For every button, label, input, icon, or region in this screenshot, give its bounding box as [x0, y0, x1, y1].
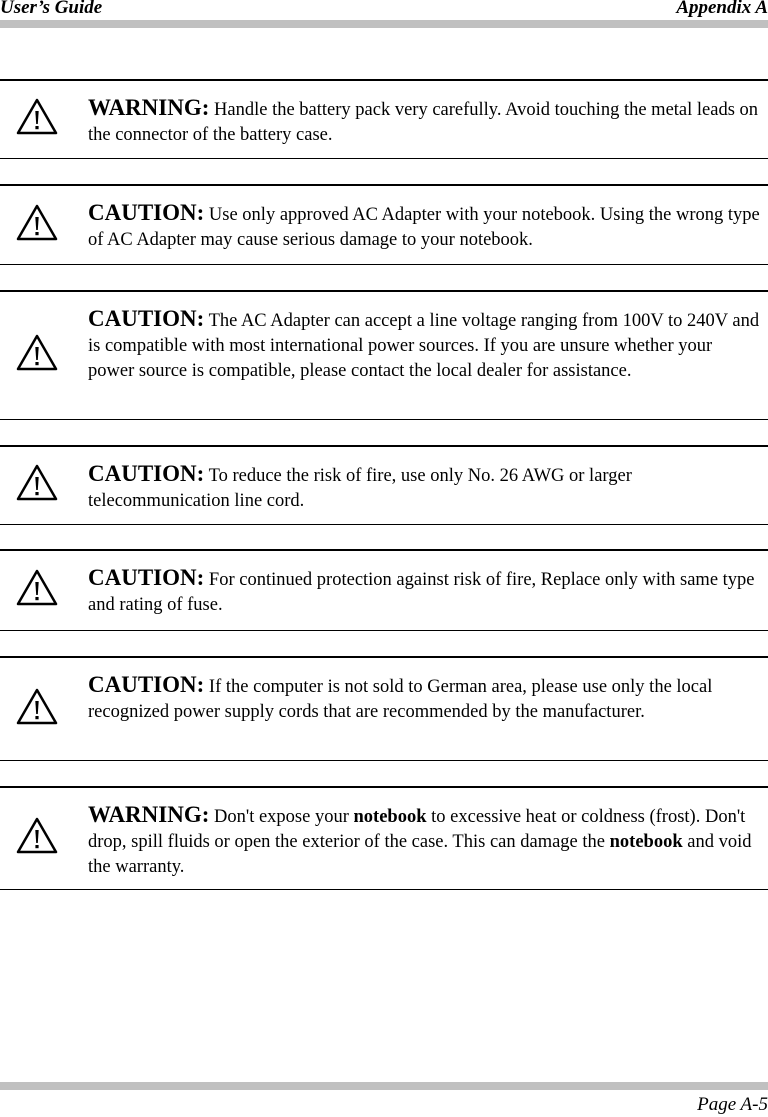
- notice-text: [88, 461, 762, 514]
- notice-text: [88, 565, 762, 618]
- notice-text: [88, 200, 762, 253]
- notice-body-text: and void the warranty.: [88, 832, 752, 877]
- notice-label: CAUTION:: [88, 672, 205, 697]
- warning-triangle-icon: [15, 203, 59, 243]
- notice-text: [88, 802, 762, 880]
- caution-notice: [0, 445, 768, 525]
- footer-rule: [0, 1082, 768, 1090]
- notice-body-text: Handle the battery pack very carefully. Avoid touching the metal leads on the connector of the battery case.: [88, 100, 759, 145]
- notice-label: WARNING:: [88, 802, 210, 827]
- notice-body-text: The AC Adapter can accept a line voltage ranging from 100V to 240V and is compatible with most international power sources. If you are unsure whether your power source is compatible, please contact the local dealer for assistance.: [88, 311, 760, 381]
- warning-triangle-icon: [15, 568, 59, 608]
- notice-label: CAUTION:: [88, 200, 205, 225]
- warning-notice: [0, 786, 768, 890]
- page-number: Page A-5: [697, 1094, 768, 1115]
- notice-body-text: To reduce the risk of fire, use only No. 26 AWG or larger telecommunication line cord.: [88, 466, 632, 511]
- warning-triangle-icon: [15, 463, 59, 503]
- notice-text: [88, 95, 762, 148]
- notice-text: [88, 306, 762, 384]
- notice-label: CAUTION:: [88, 565, 205, 590]
- notice-body-text: For continued protection against risk of fire, Replace only with same type and rating of fuse.: [88, 570, 755, 615]
- notice-body-text: Don't expose your: [209, 807, 354, 827]
- warning-triangle-icon: [15, 97, 59, 137]
- warning-triangle-icon: [15, 687, 59, 727]
- caution-notice: [0, 549, 768, 631]
- header-title-right: Appendix A: [676, 0, 768, 18]
- warning-triangle-icon: [15, 333, 59, 373]
- emphasized-text: notebook: [609, 832, 683, 852]
- caution-notice: [0, 656, 768, 761]
- caution-notice: [0, 184, 768, 265]
- notice-body-text: If the computer is not sold to German area, please use only the local recognized power supply cords that are recommended by the manufacturer.: [88, 677, 713, 722]
- caution-notice: [0, 290, 768, 420]
- notice-label: CAUTION:: [88, 461, 205, 486]
- warning-triangle-icon: [15, 816, 59, 856]
- header-rule: [0, 20, 768, 28]
- header-title-left: User’s Guide: [0, 0, 103, 18]
- notice-body-text: to excessive heat or coldness (frost). Don't drop, spill fluids or open the exterior of the case. This can damage the: [88, 807, 746, 852]
- notice-label: WARNING:: [88, 95, 210, 120]
- warning-notice: [0, 79, 768, 159]
- notice-body-text: Use only approved AC Adapter with your notebook. Using the wrong type of AC Adapter may cause serious damage to your notebook.: [88, 205, 760, 250]
- emphasized-text: notebook: [353, 807, 427, 827]
- notice-text: [88, 672, 762, 725]
- notice-label: CAUTION:: [88, 306, 205, 331]
